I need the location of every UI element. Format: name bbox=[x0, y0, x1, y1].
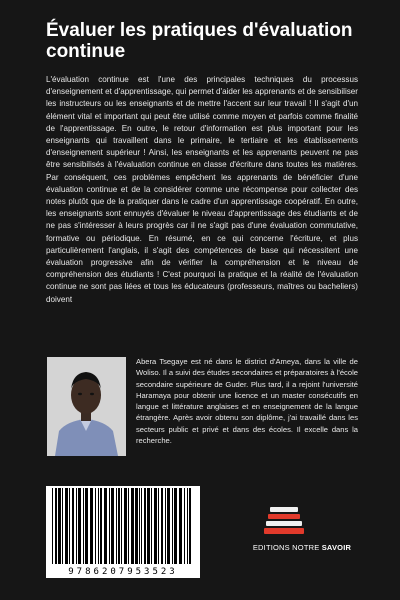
barcode-bar bbox=[165, 488, 166, 564]
barcode-bar bbox=[69, 488, 70, 564]
publisher-prefix: EDITIONS NOTRE bbox=[252, 543, 320, 552]
barcode-bar bbox=[161, 488, 163, 564]
barcode-bar bbox=[124, 488, 127, 564]
barcode-bar bbox=[147, 488, 150, 564]
barcode-bar bbox=[90, 488, 93, 564]
barcode-bar bbox=[151, 488, 152, 564]
barcode-bar bbox=[158, 488, 159, 564]
barcode-bar bbox=[98, 488, 99, 564]
barcode-bar bbox=[116, 488, 117, 564]
publisher-emphasis: SAVOIR bbox=[321, 543, 352, 552]
barcode-bar bbox=[154, 488, 157, 564]
barcode-bar bbox=[184, 488, 185, 564]
barcode-bar bbox=[111, 488, 114, 564]
barcode-bar bbox=[52, 488, 53, 564]
barcode-bar bbox=[62, 488, 63, 564]
barcode-bar bbox=[76, 488, 77, 564]
barcode-bar bbox=[78, 488, 81, 564]
barcode-bar bbox=[100, 488, 102, 564]
publisher-name bbox=[248, 543, 356, 552]
barcode-bars bbox=[50, 488, 196, 564]
barcode-bar bbox=[85, 488, 88, 564]
barcode-bar bbox=[58, 488, 61, 564]
barcode-bar bbox=[128, 488, 129, 564]
barcode-bar bbox=[179, 488, 182, 564]
barcode-bar bbox=[72, 488, 74, 564]
barcode-bar bbox=[172, 488, 173, 564]
barcode-bar bbox=[104, 488, 107, 564]
barcode-bar bbox=[109, 488, 110, 564]
barcode-bar bbox=[121, 488, 122, 564]
barcode-bar bbox=[118, 488, 120, 564]
book-blurb: L'évaluation continue est l'une des principales techniques du processus d'enseignement et d'apprentissage, qui permet d'aider les apprenants et de sensibiliser les instructeurs ou les enseignants et de mettre l'accent sur leur travail ! Il s'agit d'un élément vital et important qui peut être utilisé comme moyen et parfois comme finalité de l'apprentissage. En outre, le retour d'information est plus important pour les enseignants qui travaillent dans le primaire, le tertiaire et les établissements d'enseignement supérieur ! Ainsi, les enseignants et les apprenants peuvent ne pas être sensibilisés à l'évaluation continue en classe d'écriture dans toutes les matières. Par conséquent, ces problèmes empêchent les apprenants de bénéficier d'une évaluation continue et de la considérer comme une récompense pour collecter des notes plutôt que de la pratiquer dans le cadre d'un apprentissage coopératif. En outre, les enseignants sont ennuyés d'évaluer le niveau d'apprentissage des étudiants et de ne pas s'intéresser à leurs progrès car il ne s'agit pas d'une évaluation commutative, formative ou périodique. En résumé, en ce qui concerne l'écriture, et plus particulièrement l'anglais, il s'agit des compétences de base qui nécessitent une évaluation progressive afin de vérifier la compréhension et le niveau de compréhension des étudiants ! C'est pourquoi la pratique et la réalité de l'évaluation continue ne sont pas liées et tous les éducateurs (professeurs, maîtres ou bacheliers) doivent bbox=[46, 75, 358, 304]
isbn-barcode bbox=[46, 486, 200, 578]
barcode-bar bbox=[174, 488, 177, 564]
author-bio: Abera Tsegaye est né dans le district d'Ameya, dans la ville de Woliso. Il a suivi des études secondaires et préparatoires à l'école secondaire supérieure de Guder. Plus tard, il a rejoint l'université Haramaya pour obtenir une licence et un master consécutifs en langue et littérature anglaises et en enseignement de la langue étrangère. Après avoir obtenu son diplôme, j'ai travaillé dans les secteurs public et privé et dans des écoles. Il excelle dans la recherche. bbox=[136, 357, 358, 446]
barcode-bar bbox=[83, 488, 84, 564]
barcode-bar bbox=[139, 488, 140, 564]
publisher-logo-icon bbox=[264, 505, 304, 537]
book-title: Évaluer les pratiques d'évaluation continue bbox=[46, 20, 353, 62]
barcode-bar bbox=[55, 488, 57, 564]
author-photo bbox=[47, 357, 126, 456]
barcode-bar bbox=[144, 488, 146, 564]
barcode-digits: 9786207953523 bbox=[68, 567, 178, 577]
barcode-bar bbox=[135, 488, 138, 564]
barcode-bar bbox=[65, 488, 68, 564]
barcode-bar bbox=[187, 488, 188, 564]
barcode-bar bbox=[167, 488, 170, 564]
barcode-bar bbox=[131, 488, 134, 564]
barcode-bar bbox=[95, 488, 96, 564]
barcode-bar bbox=[141, 488, 142, 564]
barcode-bar bbox=[189, 488, 191, 564]
